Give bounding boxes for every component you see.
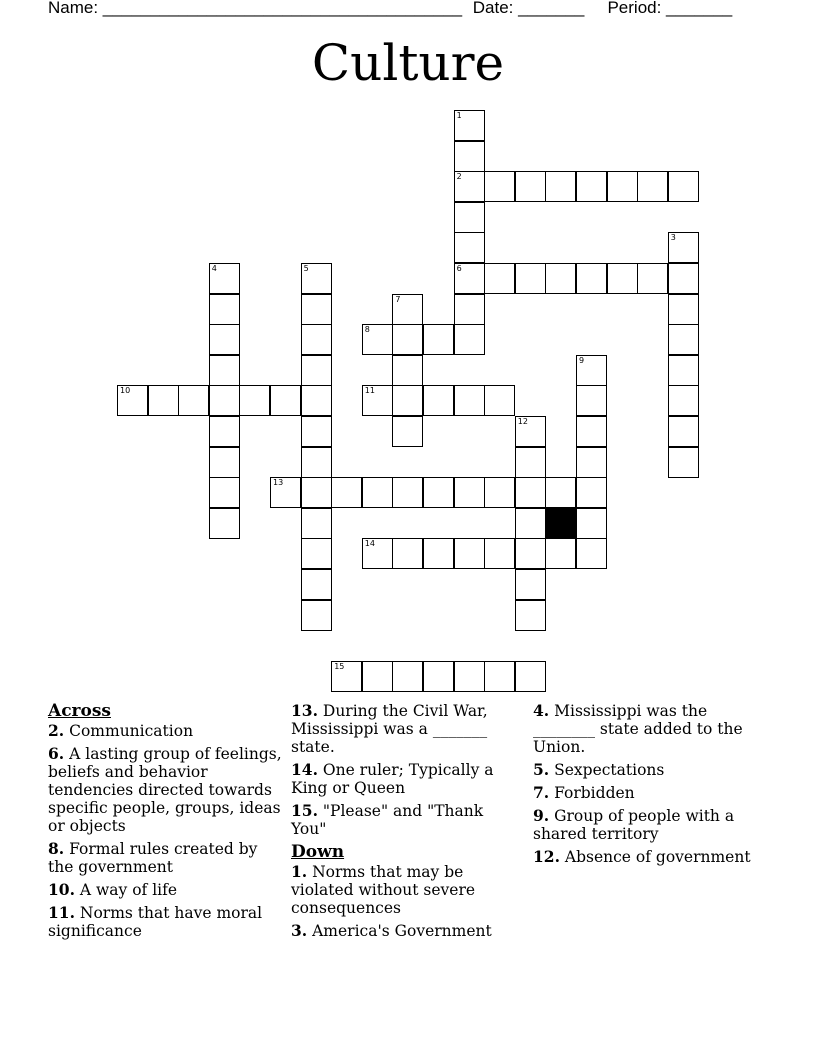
clue-number: 4	[211, 264, 217, 273]
clue-number: 12	[517, 417, 528, 426]
grid-cell[interactable]	[301, 508, 332, 539]
grid-cell[interactable]	[301, 294, 332, 325]
grid-cell[interactable]	[423, 538, 454, 569]
clue-number: 6	[456, 264, 462, 273]
grid-cell[interactable]	[454, 141, 485, 172]
clue-item	[533, 807, 773, 843]
clue-text: Formal rules created by the government	[48, 840, 258, 876]
clue-number-label: 6.	[48, 744, 65, 763]
grid-cell[interactable]	[423, 661, 454, 692]
grid-cell[interactable]	[515, 263, 546, 294]
puzzle-title: Culture	[311, 34, 505, 92]
grid-cell[interactable]	[362, 661, 393, 692]
grid-cell[interactable]	[454, 171, 485, 202]
grid-cell[interactable]	[454, 263, 485, 294]
grid-cell[interactable]	[178, 385, 209, 416]
grid-cell[interactable]	[209, 263, 240, 294]
grid-cell[interactable]	[515, 171, 546, 202]
clue-text: A lasting group of feelings, beliefs and behavior tendencies directed towards specific people, groups, ideas or objects	[48, 745, 282, 835]
clue-number-label: 8.	[48, 839, 65, 858]
clue-number: 1	[456, 111, 462, 120]
grid-cell[interactable]	[301, 416, 332, 447]
clue-text: A way of life	[74, 881, 178, 899]
grid-cell[interactable]	[576, 508, 607, 539]
grid-cell[interactable]	[301, 447, 332, 478]
grid-cell[interactable]	[239, 385, 270, 416]
clue-text: During the Civil War, Mississippi was a _______ state.	[291, 702, 488, 756]
grid-cell[interactable]	[362, 538, 393, 569]
grid-cell[interactable]	[454, 661, 485, 692]
grid-cell[interactable]	[454, 477, 485, 508]
grid-cell[interactable]	[515, 538, 546, 569]
grid-cell[interactable]	[301, 569, 332, 600]
clue-number: 7	[395, 294, 401, 304]
grid-cell[interactable]	[209, 416, 240, 447]
grid-cell[interactable]	[423, 324, 454, 355]
clue-number: 3	[670, 233, 676, 243]
grid-cell[interactable]	[392, 661, 423, 692]
grid-cell[interactable]	[668, 232, 699, 263]
grid-cell[interactable]	[515, 600, 546, 631]
grid-cell[interactable]	[607, 171, 638, 202]
grid-cell[interactable]	[392, 324, 423, 355]
grid-cell[interactable]	[484, 385, 515, 416]
clue-number-label: 12.	[533, 847, 560, 866]
clue-item	[48, 904, 284, 940]
down-heading: Down	[291, 842, 345, 862]
grid-cell[interactable]	[392, 477, 423, 508]
clue-number-label: 10.	[48, 880, 75, 899]
grid-cell[interactable]	[423, 385, 454, 416]
grid-cell[interactable]	[545, 263, 576, 294]
grid-cell[interactable]	[515, 416, 546, 447]
clue-column-1	[48, 702, 284, 945]
grid-cell[interactable]	[362, 477, 393, 508]
clue-number-label: 7.	[533, 783, 550, 802]
clue-text: Group of people with a shared territory	[533, 807, 735, 843]
grid-cell[interactable]	[270, 385, 301, 416]
clue-number-label: 2.	[48, 721, 65, 740]
clue-text: Mississippi was the ________ state added to the Union.	[533, 702, 743, 756]
grid-cell[interactable]	[331, 661, 362, 692]
clue-number: 5	[303, 264, 309, 273]
name-field-label: Name: ______________________________________	[48, 0, 463, 17]
grid-cell[interactable]	[454, 202, 485, 233]
grid-cell[interactable]	[209, 355, 240, 386]
grid-cell[interactable]	[668, 447, 699, 478]
clue-number: 8	[364, 325, 370, 335]
grid-cell[interactable]	[668, 416, 699, 447]
grid-cell[interactable]	[209, 477, 240, 508]
grid-cell[interactable]	[515, 508, 546, 539]
clue-item	[291, 702, 521, 756]
grid-cell[interactable]	[515, 661, 546, 692]
grid-cell[interactable]	[668, 294, 699, 325]
grid-cell[interactable]	[392, 538, 423, 569]
grid-cell[interactable]	[392, 355, 423, 386]
clue-item	[48, 722, 284, 740]
clue-number: 11	[364, 386, 375, 396]
grid-cell[interactable]	[454, 294, 485, 325]
grid-cell[interactable]	[423, 477, 454, 508]
clue-number-label: 11.	[48, 903, 75, 922]
grid-cell[interactable]	[515, 569, 546, 600]
grid-cell[interactable]	[484, 661, 515, 692]
clue-text: "Please" and "Thank You"	[291, 802, 484, 838]
grid-cell[interactable]	[576, 263, 607, 294]
grid-cell[interactable]	[576, 385, 607, 416]
grid-cell[interactable]	[637, 263, 668, 294]
clue-text: Norms that may be violated without severe consequences	[291, 863, 476, 917]
grid-cell[interactable]	[484, 538, 515, 569]
clue-column-2	[291, 702, 521, 945]
grid-cell[interactable]	[301, 600, 332, 631]
clue-number: 13	[273, 478, 284, 488]
grid-cell[interactable]	[270, 477, 301, 508]
clue-number: 15	[334, 661, 345, 671]
grid-cell[interactable]	[209, 385, 240, 416]
grid-cell[interactable]	[484, 477, 515, 508]
grid-cell[interactable]	[607, 263, 638, 294]
clue-item	[48, 745, 284, 835]
grid-cell[interactable]	[576, 538, 607, 569]
grid-cell[interactable]	[392, 416, 423, 447]
clue-item	[533, 761, 773, 779]
date-field-label: Date: _______	[472, 0, 585, 17]
clue-item	[533, 784, 773, 802]
grid-cell[interactable]	[668, 324, 699, 355]
grid-cell[interactable]	[209, 324, 240, 355]
grid-cell[interactable]	[545, 538, 576, 569]
grid-cell[interactable]	[148, 385, 179, 416]
grid-cell[interactable]	[209, 447, 240, 478]
clue-item	[48, 881, 284, 899]
grid-cell[interactable]	[576, 416, 607, 447]
grid-cell[interactable]	[117, 385, 148, 416]
clue-number-label: 9.	[533, 806, 550, 825]
clue-number-label: 5.	[533, 760, 550, 779]
grid-cell[interactable]	[515, 447, 546, 478]
grid-cell[interactable]	[484, 171, 515, 202]
grid-cell[interactable]	[362, 385, 393, 416]
clue-text: America's Government	[307, 922, 492, 940]
clue-text: Communication	[64, 722, 194, 740]
grid-cell[interactable]	[545, 171, 576, 202]
across-heading: Across	[48, 701, 111, 721]
grid-cell[interactable]	[454, 538, 485, 569]
clue-text: Forbidden	[549, 784, 635, 802]
grid-black-cell	[545, 508, 576, 539]
grid-cell[interactable]	[301, 355, 332, 386]
grid-cell[interactable]	[484, 263, 515, 294]
grid-cell[interactable]	[331, 477, 362, 508]
grid-cell[interactable]	[454, 110, 485, 141]
grid-cell[interactable]	[576, 477, 607, 508]
clue-number-label: 15.	[291, 801, 318, 820]
grid-cell[interactable]	[576, 171, 607, 202]
clue-number-label: 3.	[291, 921, 308, 940]
grid-cell[interactable]	[301, 477, 332, 508]
clue-item	[291, 761, 521, 797]
grid-cell[interactable]	[668, 171, 699, 202]
grid-cell[interactable]	[545, 477, 576, 508]
grid-cell[interactable]	[301, 385, 332, 416]
clue-number-label: 14.	[291, 760, 318, 779]
clue-column-3	[533, 702, 773, 871]
clue-number-label: 1.	[291, 862, 308, 881]
clue-text: Absence of government	[559, 848, 751, 866]
grid-cell[interactable]	[668, 355, 699, 386]
clue-item	[533, 702, 773, 756]
clue-item	[48, 840, 284, 876]
grid-cell[interactable]	[301, 324, 332, 355]
clue-number: 14	[364, 539, 375, 549]
grid-cell[interactable]	[515, 477, 546, 508]
grid-cell[interactable]	[301, 263, 332, 294]
grid-cell[interactable]	[637, 171, 668, 202]
clue-number-label: 13.	[291, 701, 318, 720]
clue-item	[291, 863, 521, 917]
grid-cell[interactable]	[301, 538, 332, 569]
grid-cell[interactable]	[576, 355, 607, 386]
clue-text: Norms that have moral significance	[48, 904, 263, 940]
grid-cell[interactable]	[392, 385, 423, 416]
clue-number: 9	[579, 355, 585, 365]
grid-cell[interactable]	[576, 447, 607, 478]
clue-item	[533, 848, 773, 866]
grid-cell[interactable]	[392, 294, 423, 325]
clue-text: One ruler; Typically a King or Queen	[291, 761, 494, 797]
grid-cell[interactable]	[454, 232, 485, 263]
clue-item	[291, 802, 521, 838]
period-field-label: Period: _______	[607, 0, 733, 17]
grid-cell[interactable]	[454, 324, 485, 355]
grid-cell[interactable]	[362, 324, 393, 355]
clue-number: 10	[120, 386, 131, 396]
grid-cell[interactable]	[668, 385, 699, 416]
grid-cell[interactable]	[454, 385, 485, 416]
clue-item	[291, 922, 521, 940]
grid-cell[interactable]	[209, 294, 240, 325]
grid-cell[interactable]	[209, 508, 240, 539]
clue-text: Sexpectations	[549, 761, 665, 779]
clue-number-label: 4.	[533, 701, 550, 720]
grid-cell[interactable]	[668, 263, 699, 294]
clue-number: 2	[456, 172, 462, 182]
